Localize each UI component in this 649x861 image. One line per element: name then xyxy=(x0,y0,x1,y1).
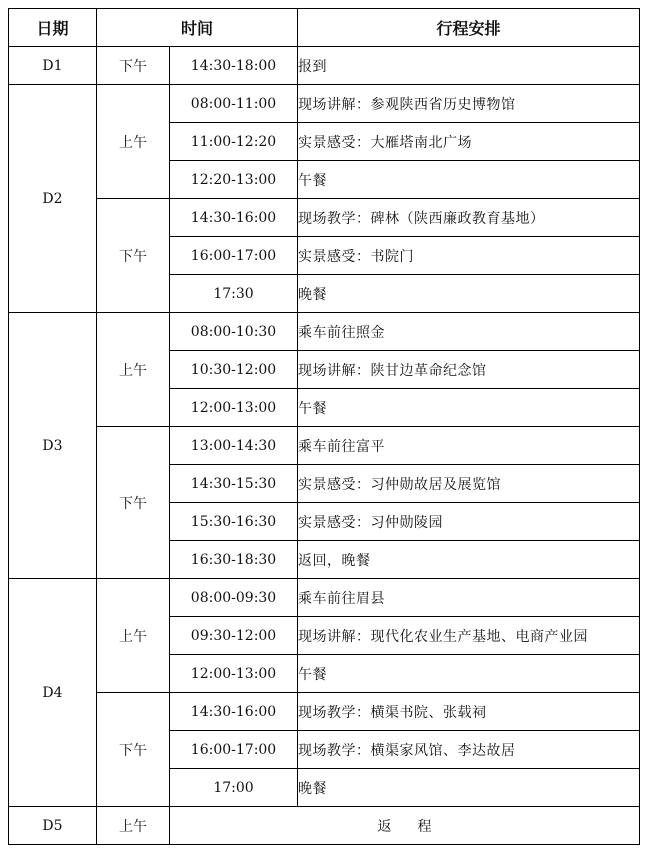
table-row xyxy=(9,693,640,731)
time-cell: 08:00-09:30 xyxy=(170,579,298,617)
time-cell: 12:00-13:00 xyxy=(170,389,298,427)
table-row xyxy=(9,807,640,845)
time-cell: 08:00-11:00 xyxy=(170,85,298,123)
time-cell: 14:30-16:00 xyxy=(170,199,298,237)
header-row xyxy=(9,9,640,47)
period-cell: 下午 xyxy=(97,199,170,313)
table-row xyxy=(9,47,640,85)
activity-cell: 乘车前往眉县 xyxy=(298,579,640,617)
time-cell: 17:00 xyxy=(170,769,298,807)
day-cell: D1 xyxy=(9,47,97,85)
time-cell: 09:30-12:00 xyxy=(170,617,298,655)
itinerary-table xyxy=(8,8,640,845)
return-text-b: 程 xyxy=(417,818,432,835)
header-time: 时间 xyxy=(97,9,298,47)
header-date: 日期 xyxy=(9,9,97,47)
activity-cell xyxy=(170,807,640,845)
activity-cell: 返回，晚餐 xyxy=(298,541,640,579)
activity-cell: 实景感受：书院门 xyxy=(298,237,640,275)
time-cell: 12:20-13:00 xyxy=(170,161,298,199)
period-cell: 下午 xyxy=(97,693,170,807)
activity-cell: 午餐 xyxy=(298,389,640,427)
day-cell: D5 xyxy=(9,807,97,845)
activity-cell: 乘车前往富平 xyxy=(298,427,640,465)
time-cell: 11:00-12:20 xyxy=(170,123,298,161)
activity-cell: 现场讲解：陕甘边革命纪念馆 xyxy=(298,351,640,389)
activity-cell: 现场讲解：参观陕西省历史博物馆 xyxy=(298,85,640,123)
table-row xyxy=(9,579,640,617)
header-schedule: 行程安排 xyxy=(298,9,640,47)
period-cell: 上午 xyxy=(97,313,170,427)
time-cell: 13:00-14:30 xyxy=(170,427,298,465)
time-cell: 17:30 xyxy=(170,275,298,313)
period-cell: 上午 xyxy=(97,579,170,693)
day-cell: D4 xyxy=(9,579,97,807)
day-cell: D2 xyxy=(9,85,97,313)
activity-cell: 实景感受：大雁塔南北广场 xyxy=(298,123,640,161)
activity-cell: 乘车前往照金 xyxy=(298,313,640,351)
period-cell: 上午 xyxy=(97,85,170,199)
activity-cell: 午餐 xyxy=(298,161,640,199)
table-row xyxy=(9,313,640,351)
activity-cell: 报到 xyxy=(298,47,640,85)
activity-cell: 现场讲解：现代化农业生产基地、电商产业园 xyxy=(298,617,640,655)
time-cell: 16:00-17:00 xyxy=(170,237,298,275)
activity-cell: 现场教学：碑林（陕西廉政教育基地） xyxy=(298,199,640,237)
day-cell: D3 xyxy=(9,313,97,579)
activity-cell: 现场教学：横渠家风馆、李达故居 xyxy=(298,731,640,769)
activity-cell: 现场教学：横渠书院、张载祠 xyxy=(298,693,640,731)
activity-cell: 实景感受：习仲勋陵园 xyxy=(298,503,640,541)
time-cell: 16:00-17:00 xyxy=(170,731,298,769)
return-text-a: 返 xyxy=(377,818,392,835)
activity-cell: 实景感受：习仲勋故居及展览馆 xyxy=(298,465,640,503)
table-row xyxy=(9,85,640,123)
activity-cell: 晚餐 xyxy=(298,275,640,313)
time-cell: 14:30-16:00 xyxy=(170,693,298,731)
time-cell: 14:30-18:00 xyxy=(170,47,298,85)
period-cell: 下午 xyxy=(97,47,170,85)
table-row xyxy=(9,427,640,465)
time-cell: 15:30-16:30 xyxy=(170,503,298,541)
time-cell: 10:30-12:00 xyxy=(170,351,298,389)
period-cell: 下午 xyxy=(97,427,170,579)
time-cell: 08:00-10:30 xyxy=(170,313,298,351)
table-row xyxy=(9,199,640,237)
time-cell: 12:00-13:00 xyxy=(170,655,298,693)
time-cell: 16:30-18:30 xyxy=(170,541,298,579)
time-cell: 14:30-15:30 xyxy=(170,465,298,503)
period-cell: 上午 xyxy=(97,807,170,845)
activity-cell: 晚餐 xyxy=(298,769,640,807)
activity-cell: 午餐 xyxy=(298,655,640,693)
